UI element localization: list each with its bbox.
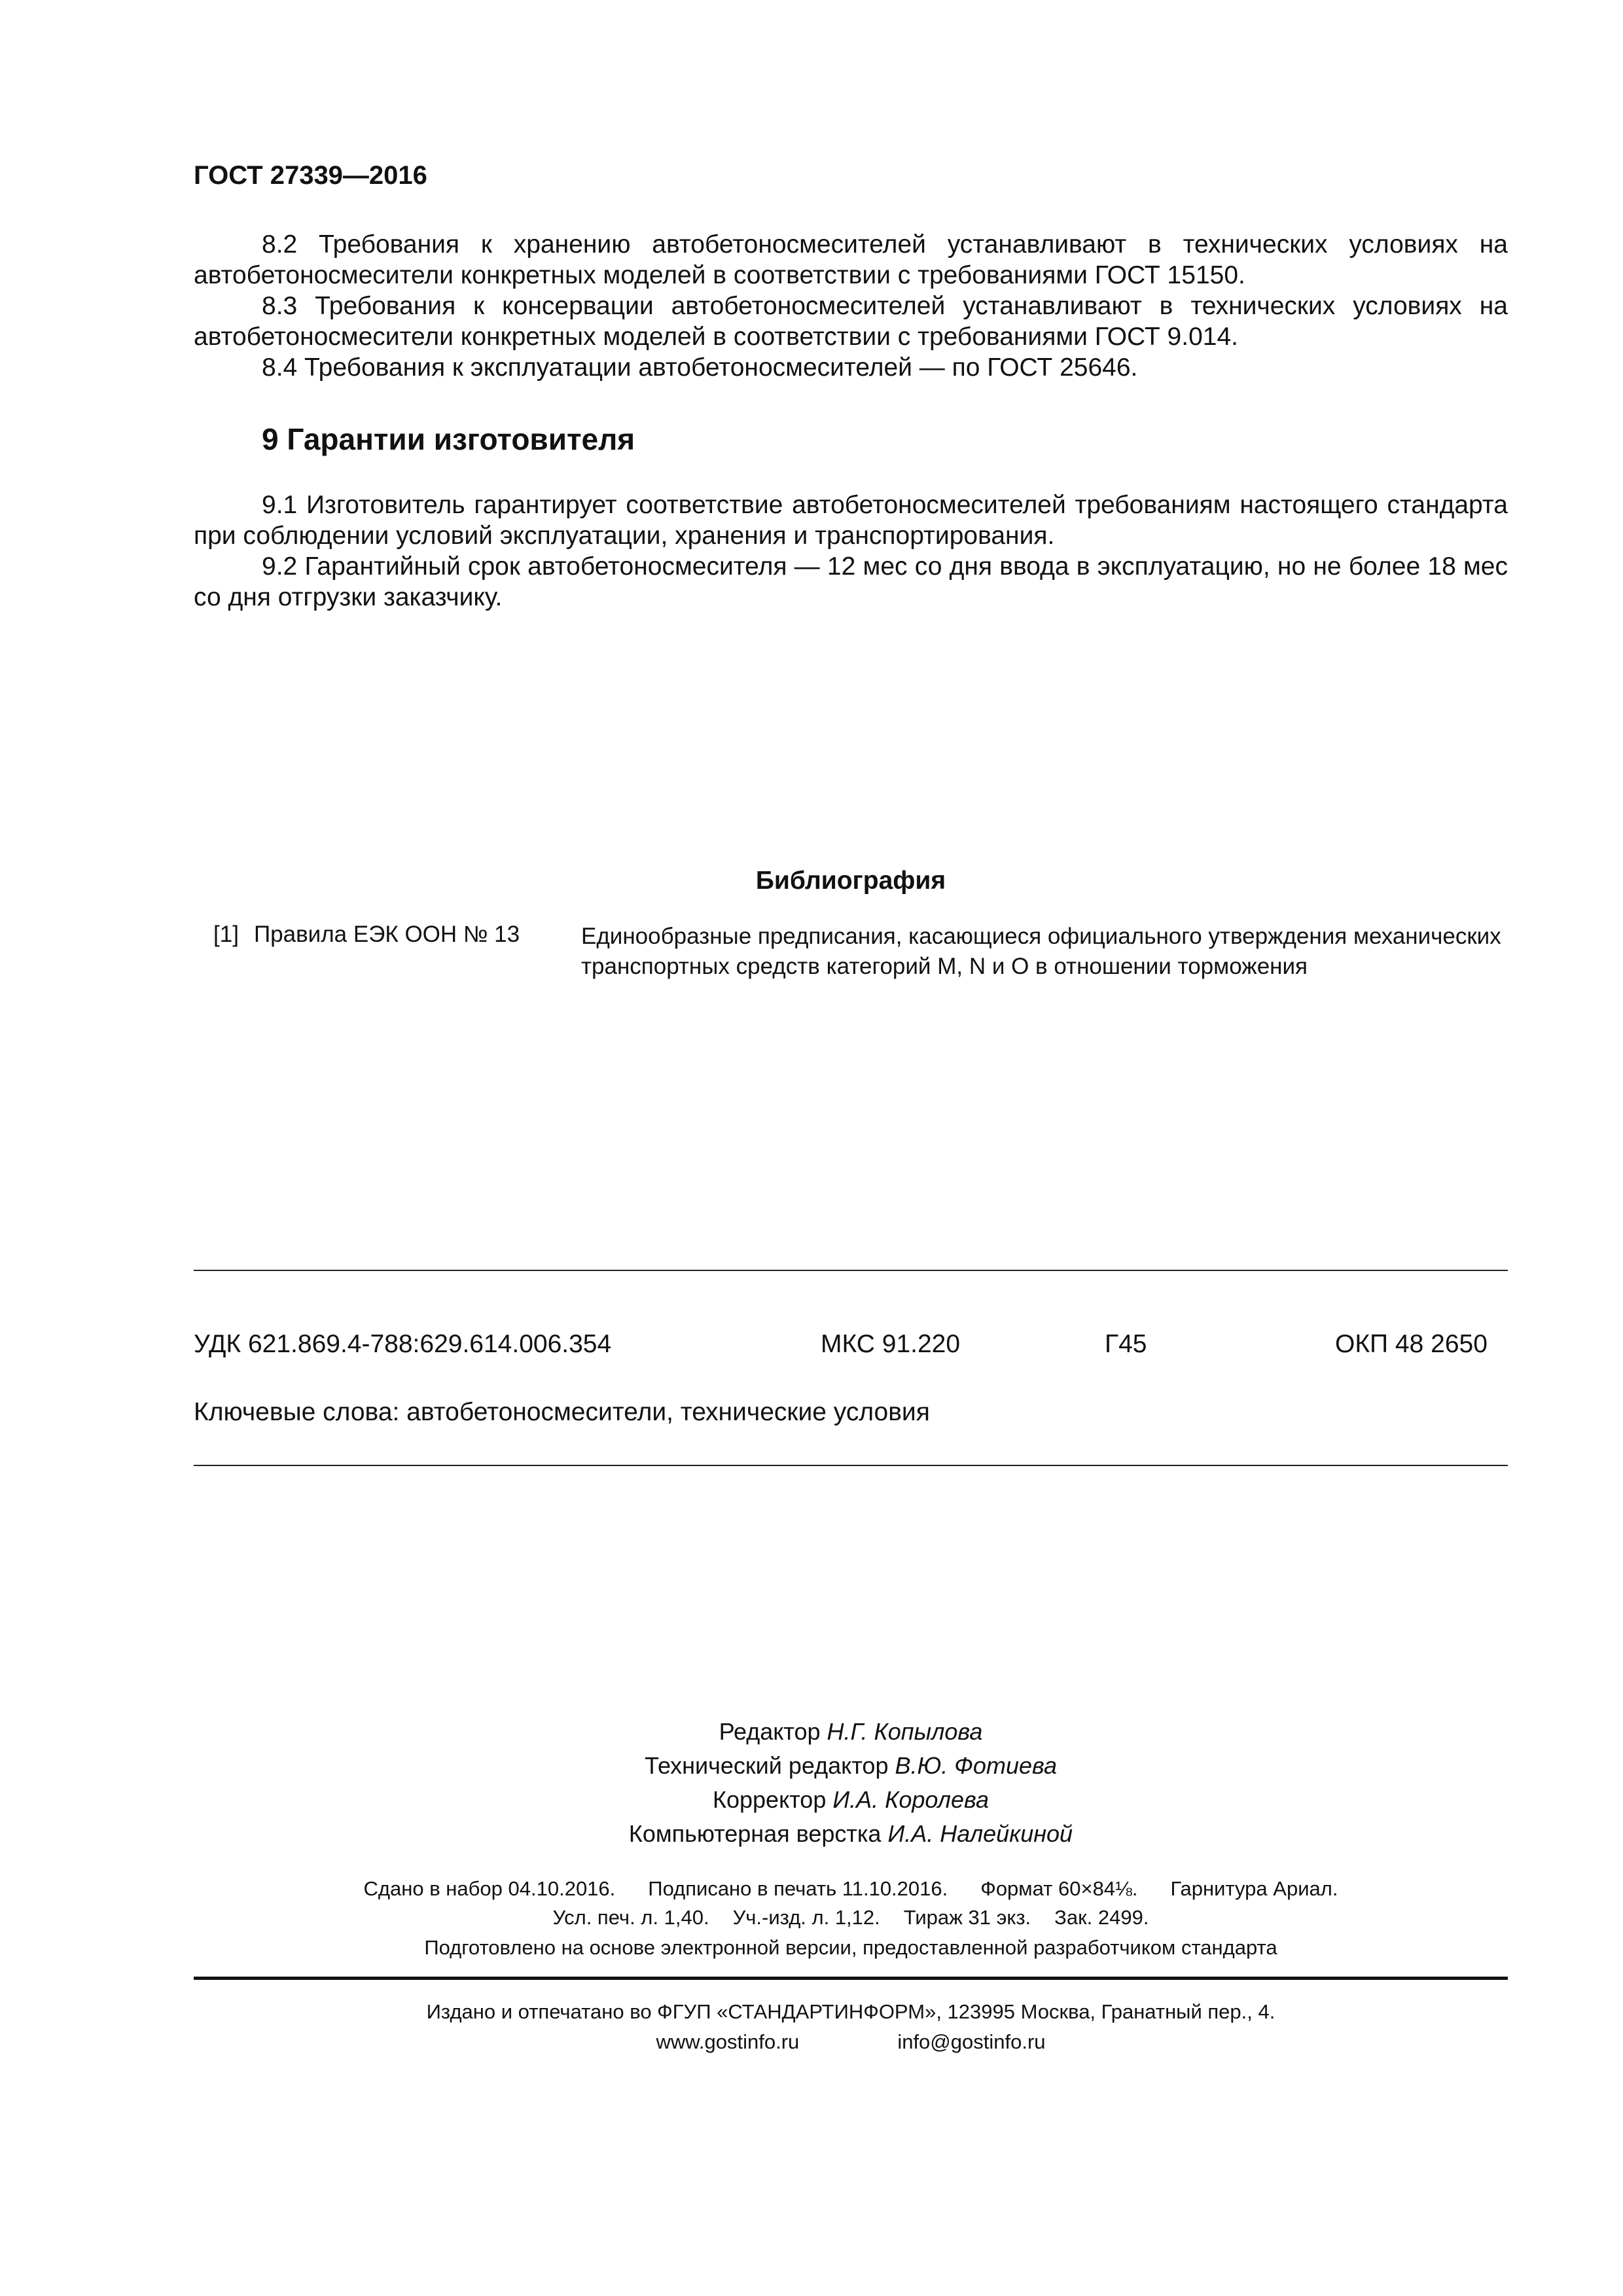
imprint-line-1 xyxy=(0,1874,1623,1903)
bibliography-entry-description: Единообразные предписания, касающиеся официального утверждения механических транспортных средств категорий M, N и O в отношении торможения xyxy=(581,924,1501,979)
credit-tech-editor xyxy=(0,1749,1623,1783)
section-9-heading: 9 Гарантии изготовителя xyxy=(262,422,635,456)
credit-proofreader xyxy=(0,1783,1623,1817)
credit-layout xyxy=(0,1817,1623,1851)
imprint-contacts xyxy=(0,2028,1623,2056)
paragraph-9-1 xyxy=(194,490,1508,551)
imprint-line-2 xyxy=(0,1903,1623,1932)
paragraph-9-2-text: 9.2 Гарантийный срок автобетоносмесителя — 12 мес со дня ввода в эксплуатацию, но не более 18 мес со дня отгрузки заказчику. xyxy=(194,552,1508,611)
bibliography-entry-source: Правила ЕЭК ООН № 13 xyxy=(254,922,520,947)
imprint-order: Зак. 2499. xyxy=(1054,1906,1149,1929)
imprint-submitted: Сдано в набор 04.10.2016. xyxy=(363,1877,616,1900)
paragraph-9-1-text: 9.1 Изготовитель гарантирует соответствие автобетоносмесителей требованиям настоящего стандарта при соблюдении условий эксплуатации, хранения и транспортирования. xyxy=(194,491,1508,550)
credit-name: И.А. Налейкиной xyxy=(887,1820,1073,1847)
paragraph-8-2 xyxy=(194,229,1508,291)
imprint-circulation: Тираж 31 экз. xyxy=(903,1906,1031,1929)
credit-name: И.А. Королева xyxy=(832,1786,989,1813)
paragraph-8-4-text: 8.4 Требования к эксплуатации автобетоносмесителей — по ГОСТ 25646. xyxy=(262,353,1138,382)
okp-code: ОКП 48 2650 xyxy=(1335,1330,1488,1358)
bibliography-heading: Библиография xyxy=(755,867,946,895)
imprint-prepared: Подготовлено на основе электронной версии, предоставленной разработчиком стандарта xyxy=(424,1936,1277,1959)
divider-bottom xyxy=(194,1465,1508,1466)
credits-block xyxy=(0,1715,1623,1851)
credit-editor xyxy=(0,1715,1623,1749)
document-id: ГОСТ 27339—2016 xyxy=(194,161,427,190)
udk-code: УДК 621.869.4-788:629.614.006.354 xyxy=(194,1330,612,1358)
paragraph-8-3 xyxy=(194,291,1508,352)
imprint-print-sheets: Усл. печ. л. 1,40. xyxy=(552,1906,709,1929)
credit-role: Корректор xyxy=(713,1786,827,1813)
imprint-publisher: Издано и отпечатано во ФГУП «СТАНДАРТИНФОРМ», 123995 Москва, Гранатный пер., 4. xyxy=(426,2000,1275,2023)
imprint-edit-sheets: Уч.-изд. л. 1,12. xyxy=(732,1906,880,1929)
imprint-format: Формат 60×84⅛. xyxy=(980,1877,1138,1900)
paragraph-8-2-text: 8.2 Требования к хранению автобетоносмесителей устанавливают в технических условиях на автобетоносмесители конкретных моделей в соответствии с требованиями ГОСТ 15150. xyxy=(194,230,1508,289)
divider-top xyxy=(194,1270,1508,1271)
paragraph-8-3-text: 8.3 Требования к консервации автобетоносмесителей устанавливают в технических условиях на автобетоносмесители конкретных моделей в соответствии с требованиями ГОСТ 9.014. xyxy=(194,292,1508,351)
credit-role: Компьютерная верстка xyxy=(628,1820,882,1847)
imprint-typeface: Гарнитура Ариал. xyxy=(1170,1877,1338,1900)
imprint-signed: Подписано в печать 11.10.2016. xyxy=(648,1877,948,1900)
group-code: Г45 xyxy=(1105,1330,1147,1358)
keywords: Ключевые слова: автобетоносмесители, технические условия xyxy=(194,1398,930,1426)
email-link[interactable]: info@gostinfo.ru xyxy=(897,2030,1046,2053)
credit-name: Н.Г. Копылова xyxy=(827,1718,983,1745)
imprint-divider xyxy=(194,1977,1508,1980)
website-link[interactable]: www.gostinfo.ru xyxy=(656,2030,800,2053)
credit-role: Технический редактор xyxy=(644,1752,889,1779)
credit-name: В.Ю. Фотиева xyxy=(895,1752,1058,1779)
bibliography-entry-number: [1] xyxy=(213,922,239,947)
paragraph-9-2 xyxy=(194,551,1508,613)
credit-role: Редактор xyxy=(719,1718,821,1745)
paragraph-8-4 xyxy=(194,352,1508,383)
mks-code: МКС 91.220 xyxy=(821,1330,961,1358)
